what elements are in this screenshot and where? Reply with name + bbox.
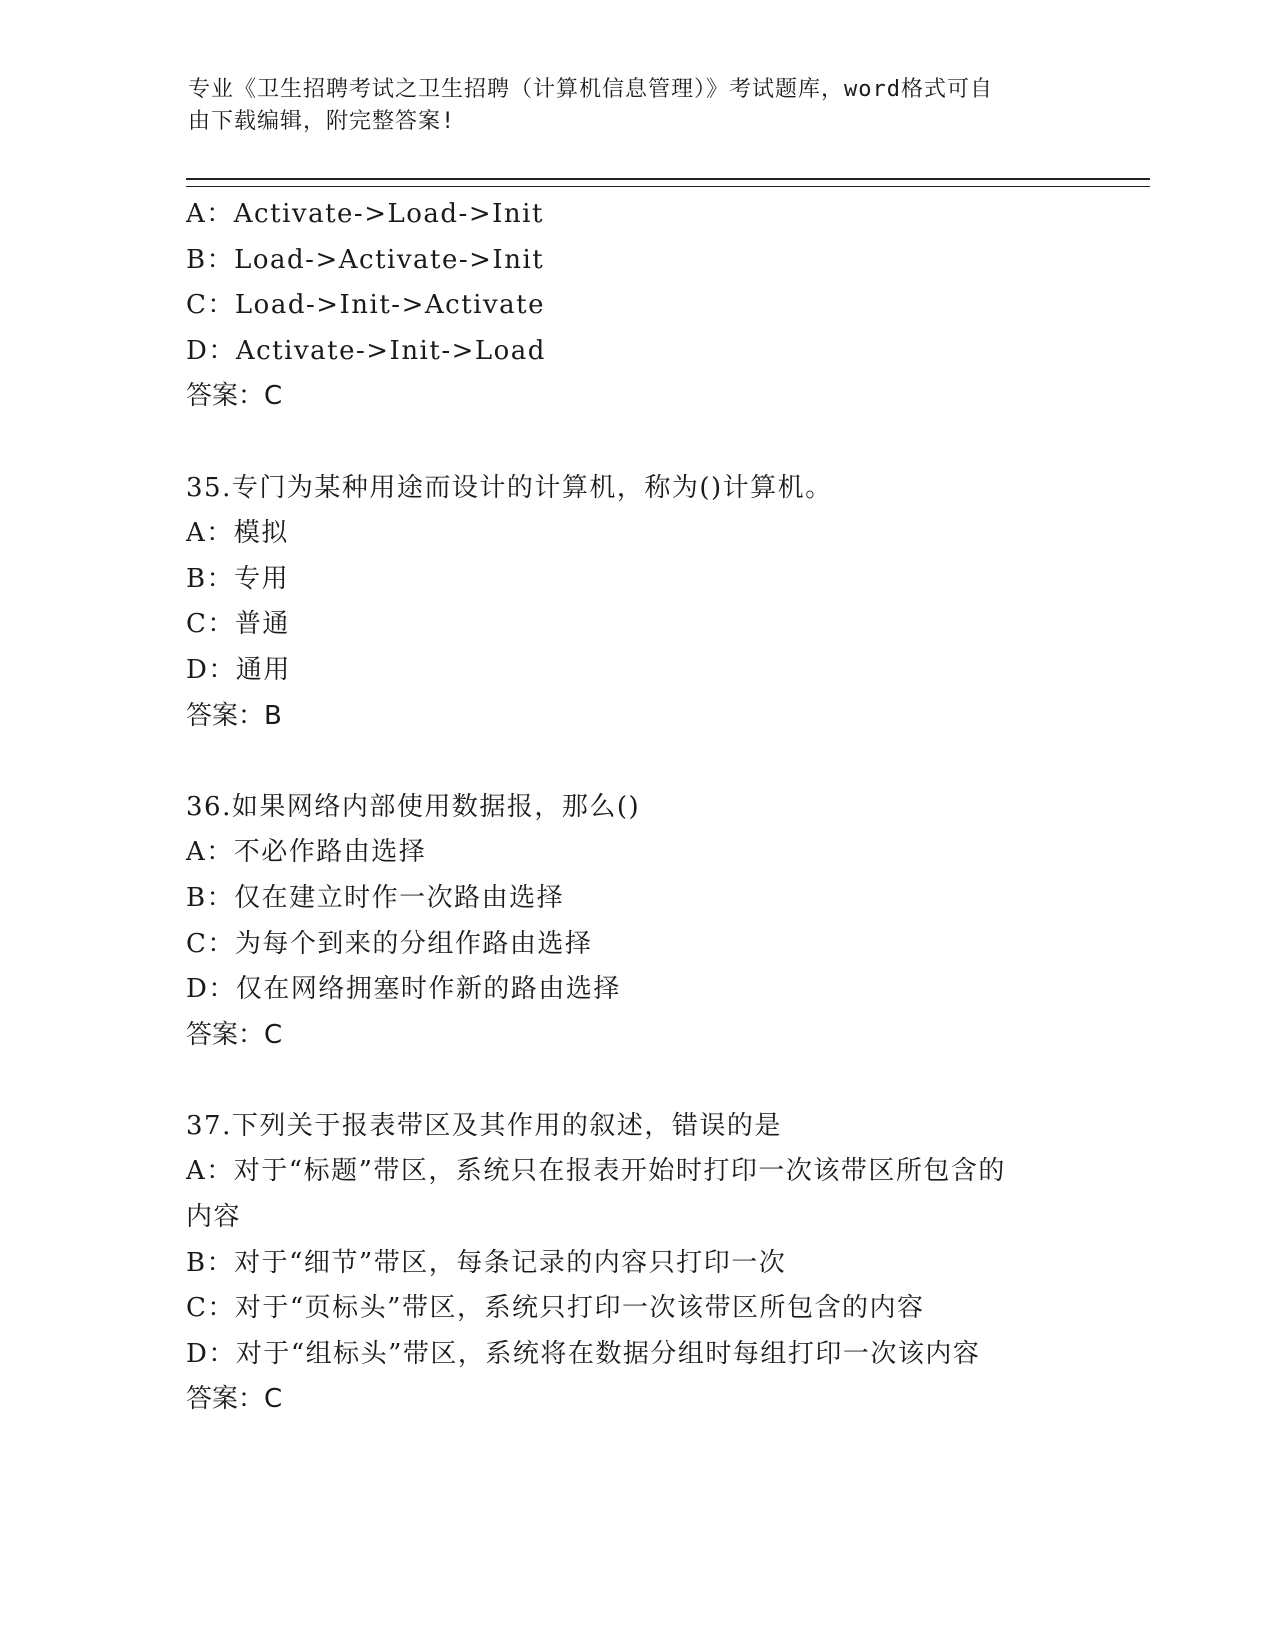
spacer (186, 420, 1086, 466)
question-34 (186, 192, 1086, 420)
answer: 答案：C (186, 1384, 283, 1415)
answer: 答案：B (186, 700, 282, 731)
option-a: A：模拟 (186, 518, 289, 549)
answer: 答案：C (186, 381, 283, 412)
option-c: C：对于“页标头”带区，系统只打印一次该带区所包含的内容 (186, 1293, 925, 1324)
header-line-1: 专业《卫生招聘考试之卫生招聘（计算机信息管理）》考试题库，word格式可自 (188, 77, 993, 102)
question-text: 37.下列关于报表带区及其作用的叙述，错误的是 (186, 1110, 782, 1141)
spacer (186, 1058, 1086, 1104)
option-d: D：通用 (186, 654, 291, 685)
option-c: C：Load->Init->Activate (186, 290, 546, 321)
header-line-2: 由下载编辑，附完整答案! (188, 109, 456, 134)
option-c: C：为每个到来的分组作路由选择 (186, 928, 593, 959)
option-b: B：对于“细节”带区，每条记录的内容只打印一次 (186, 1247, 787, 1278)
question-35 (186, 466, 1086, 740)
spacer (186, 739, 1086, 785)
option-d: D：仅在网络拥塞时作新的路由选择 (186, 974, 621, 1005)
option-b: B：Load->Activate->Init (186, 244, 545, 275)
question-text: 36.如果网络内部使用数据报，那么() (186, 791, 641, 822)
option-c: C：普通 (186, 609, 290, 640)
option-b: B：专用 (186, 563, 290, 594)
question-36 (186, 785, 1086, 1059)
option-a: A：不必作路由选择 (186, 837, 427, 868)
option-b: B：仅在建立时作一次路由选择 (186, 882, 565, 913)
option-d: D：Activate->Init->Load (186, 335, 546, 366)
answer: 答案：C (186, 1019, 283, 1050)
option-a: A：Activate->Load->Init (186, 199, 544, 229)
question-text: 35.专门为某种用途而设计的计算机，称为()计算机。 (186, 472, 833, 503)
option-a-line-1: A：对于“标题”带区，系统只在报表开始时打印一次该带区所包含的 (186, 1156, 1006, 1187)
question-list (186, 192, 1086, 1423)
header-divider (186, 178, 1150, 187)
option-d: D：对于“组标头”带区，系统将在数据分组时每组打印一次该内容 (186, 1338, 981, 1369)
option-a-line-2: 内容 (186, 1202, 242, 1233)
document-header (188, 74, 1088, 138)
question-37 (186, 1104, 1086, 1423)
